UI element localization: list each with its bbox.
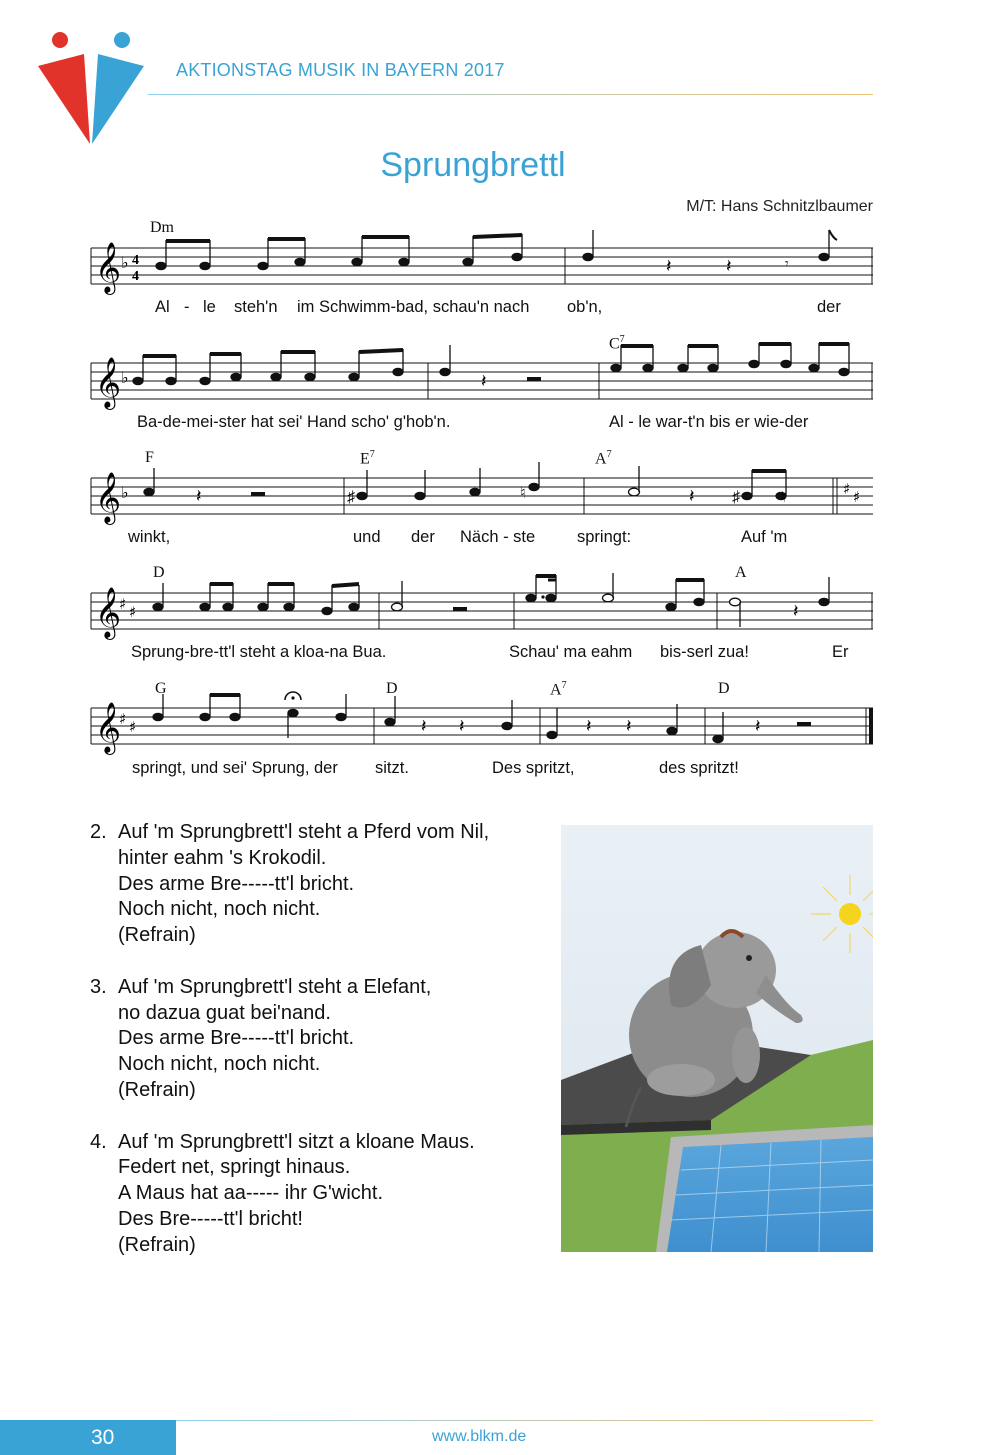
svg-text:♮: ♮ [520,485,526,502]
chord: $A^7$ [550,680,567,699]
lyric: Al - le war-t'n bis er wie-der [609,413,809,431]
lyric: Des spritzt, [492,759,575,777]
lyric: des spritzt! [659,759,739,777]
svg-text:𝄽: 𝄽 [196,486,202,507]
staff [91,698,873,758]
lyric: - [184,298,190,316]
verse-3 [90,975,540,1104]
lyric: der [817,298,841,316]
footer-bar [0,1420,176,1455]
lyric: Al [155,298,170,316]
verse-line: A Maus hat aa----- ihr G'wicht. [118,1182,383,1205]
chord: Dm [150,219,174,236]
verse-line: Auf 'm Sprungbrett'l sitzt a kloane Maus. [118,1130,475,1153]
svg-text:𝄽: 𝄽 [421,716,427,737]
verse-line: Auf 'm Sprungbrett'l steht a Pferd vom Nil, [118,821,490,843]
lyric: im Schwimm-bad, schau'n nach [297,298,530,316]
chord: D [153,564,165,581]
verse-line: Des arme Bre-----tt'l bricht. [118,872,355,895]
lyric: springt, und sei' Sprung, der [132,759,338,777]
verse-line: Noch nicht, noch nicht. [118,898,321,921]
chord: A [735,564,747,581]
lyric: Ba-de-mei-ster hat sei' Hand scho' g'hob'n. [137,413,451,431]
verse-line: Des Bre-----tt'l bricht! [118,1207,303,1230]
svg-text:𝄽: 𝄽 [689,486,695,507]
svg-text:𝄞: 𝄞 [95,702,122,753]
svg-text:♯: ♯ [119,595,127,613]
illustration [561,825,873,1252]
staff [91,238,873,298]
lyric: le [203,298,216,316]
lyric: ob'n, [567,298,603,316]
verse-number: 2. [90,821,107,843]
svg-text:4: 4 [132,269,139,284]
chord: $E^7$ [360,449,375,468]
verse-4 [90,1130,540,1259]
svg-text:♯: ♯ [843,480,851,498]
verse-line: Federt net, springt hinaus. [118,1156,351,1179]
staff [91,583,873,643]
verse-number: 4. [90,1130,107,1153]
verse-line: hinter eahm 's Krokodil. [118,846,327,869]
svg-text:𝄞: 𝄞 [95,242,122,293]
page-number: 30 [91,1426,115,1449]
lyric: sitzt. [375,759,409,777]
svg-text:𝄽: 𝄽 [626,716,632,737]
chord: F [145,449,154,466]
chord: G [155,680,167,697]
header-divider [148,94,873,95]
svg-text:♮: ♮ [781,488,787,506]
svg-text:♭: ♭ [121,253,129,272]
verse-line: (Refrain) [118,924,196,947]
svg-text:𝄽: 𝄽 [481,371,487,392]
svg-text:♯: ♯ [853,488,861,506]
svg-text:𝄞: 𝄞 [95,357,122,408]
verse-line: Des arme Bre-----tt'l bricht. [118,1027,355,1050]
svg-text:♯: ♯ [129,718,137,736]
svg-text:𝄽: 𝄽 [793,601,799,622]
lyric: Schau' ma eahm [509,643,633,661]
lyric: Auf 'm [741,528,788,546]
lyric: Sprung-bre-tt'l steht a kloa-na Bua. [131,643,387,661]
staff [91,468,873,528]
svg-text:♯: ♯ [119,710,127,728]
logo [36,24,146,149]
verse-line: Auf 'm Sprungbrett'l steht a Elefant, [118,975,432,998]
footer-divider [176,1420,873,1421]
verse-number: 3. [90,975,107,998]
lyric: winkt, [128,528,171,546]
svg-text:𝄽: 𝄽 [726,256,732,277]
staff [91,353,873,413]
verses [90,820,540,1284]
verse-line: (Refrain) [118,1078,196,1101]
verse-line: no dazua guat bei'nand. [118,1001,331,1024]
svg-text:♯: ♯ [129,603,137,621]
verse-line: Noch nicht, noch nicht. [118,1053,321,1076]
svg-text:𝄞: 𝄞 [95,587,122,638]
footer-url-link[interactable]: www.blkm.de [432,1428,527,1445]
svg-text:4: 4 [132,253,139,268]
svg-text:♯: ♯ [732,489,740,506]
svg-text:𝄾: 𝄾 [785,256,789,272]
verse-line: (Refrain) [118,1233,196,1256]
svg-text:♭: ♭ [121,368,129,387]
verse-2 [90,820,540,949]
svg-text:𝄽: 𝄽 [586,716,592,737]
chord: $C^7$ [609,334,625,353]
lyric: springt: [577,528,632,546]
svg-text:𝄽: 𝄽 [666,256,672,277]
svg-text:𝄞: 𝄞 [95,472,122,523]
chord: D [718,680,730,697]
lyric: der [411,528,435,546]
svg-text:𝄽: 𝄽 [755,716,761,737]
svg-text:♭: ♭ [121,483,129,502]
lyric: Näch - ste [460,528,536,546]
lyric: steh'n [234,298,278,316]
chord: D [386,680,398,697]
header-title: AKTIONSTAG MUSIK IN BAYERN 2017 [176,60,505,80]
song-title: Sprungbrettl [380,146,566,184]
lyric: bis-serl zua! [660,643,749,661]
svg-text:♯: ♯ [347,489,355,506]
svg-text:𝄽: 𝄽 [459,716,465,737]
chord: $A^7$ [595,449,612,468]
song-credit: M/T: Hans Schnitzlbaumer [686,198,873,215]
lyric: und [353,528,381,546]
lyric: Er [832,643,849,661]
